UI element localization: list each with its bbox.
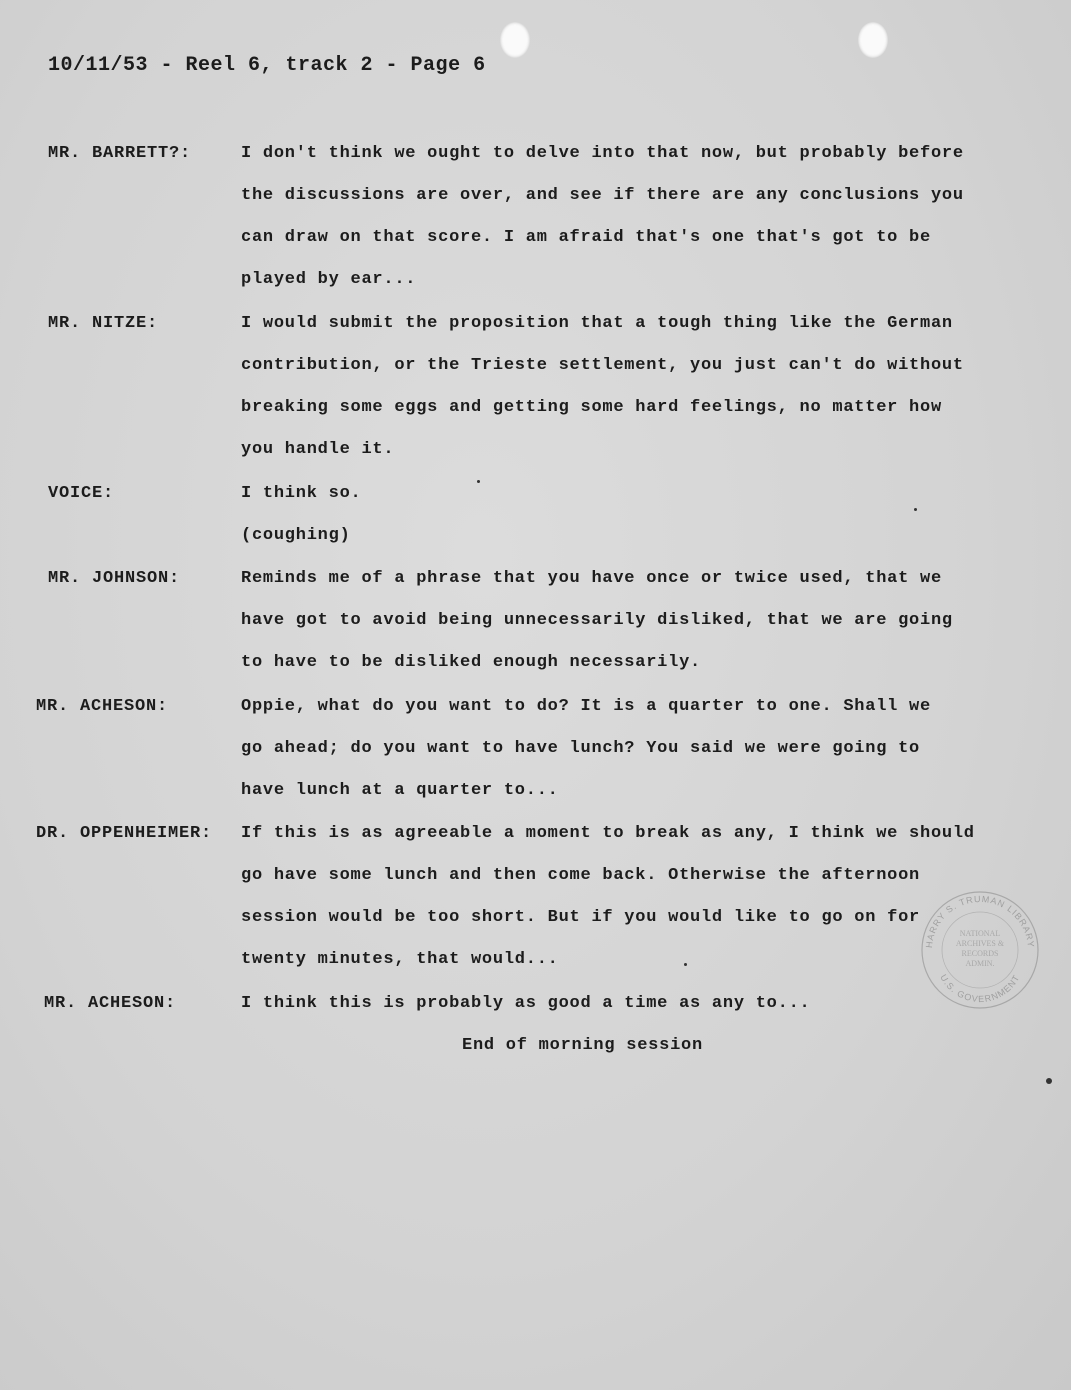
seal-ring-top: HARRY S. TRUMAN LIBRARY	[923, 893, 1037, 949]
transcript-line: I would submit the proposition that a tough thing like the German	[241, 314, 953, 333]
closing-note: End of morning session	[462, 1036, 703, 1055]
transcript-line: you handle it.	[241, 440, 395, 459]
transcript-line: go ahead; do you want to have lunch? You said we were going to	[241, 739, 921, 758]
transcript-line: I think so.	[241, 484, 362, 503]
transcript-line: played by ear...	[241, 270, 417, 289]
transcript-line: go have some lunch and then come back. Otherwise the afternoon	[241, 866, 921, 885]
transcript-line: breaking some eggs and getting some hard feelings, no matter how	[241, 398, 942, 417]
speaker-label: MR. JOHNSON:	[48, 569, 181, 588]
paper-speck	[1046, 1078, 1052, 1084]
seal-center-line: NATIONAL	[959, 929, 1001, 938]
paper-speck	[684, 963, 687, 966]
transcript-line: Oppie, what do you want to do? It is a quarter to one. Shall we	[241, 697, 931, 716]
speaker-label: VOICE:	[48, 484, 115, 503]
transcript-line: have lunch at a quarter to...	[241, 781, 559, 800]
paper-speck	[914, 508, 917, 511]
speaker-label: DR. OPPENHEIMER:	[36, 824, 213, 843]
transcript-line: the discussions are over, and see if there are any conclusions you	[241, 186, 964, 205]
seal-ring-bottom: U.S. GOVERNMENT	[938, 972, 1022, 1005]
seal-center-line: ADMIN.	[965, 959, 995, 968]
paper-speck	[477, 480, 480, 483]
transcript-line: contribution, or the Trieste settlement, you just can't do without	[241, 356, 964, 375]
punch-hole	[500, 22, 530, 58]
transcript-line: session would be too short. But if you would like to go on for	[241, 908, 921, 927]
transcript-line: have got to avoid being unnecessarily disliked, that we are going	[241, 611, 953, 630]
speaker-label: MR. BARRETT?:	[48, 144, 192, 163]
speaker-label: MR. ACHESON:	[44, 994, 177, 1013]
transcript-line: If this is as agreeable a moment to break as any, I think we should	[241, 824, 975, 843]
punch-hole	[858, 22, 888, 58]
transcript-line: I think this is probably as good a time as any to...	[241, 994, 811, 1013]
seal-center-line: ARCHIVES &	[955, 939, 1005, 948]
transcript-line: can draw on that score. I am afraid that's one that's got to be	[241, 228, 931, 247]
transcript-line: Reminds me of a phrase that you have once or twice used, that we	[241, 569, 942, 588]
speaker-label: MR. NITZE:	[48, 314, 159, 333]
speaker-label: MR. ACHESON:	[36, 697, 169, 716]
seal-center-line: RECORDS	[961, 949, 999, 958]
page-header: 10/11/53 - Reel 6, track 2 - Page 6	[48, 54, 486, 77]
transcript-line: I don't think we ought to delve into that now, but probably before	[241, 144, 964, 163]
transcript-line: twenty minutes, that would...	[241, 950, 559, 969]
archive-seal-stamp	[918, 888, 1042, 1012]
transcript-line: (coughing)	[241, 526, 351, 545]
transcript-line: to have to be disliked enough necessarily.	[241, 653, 701, 672]
